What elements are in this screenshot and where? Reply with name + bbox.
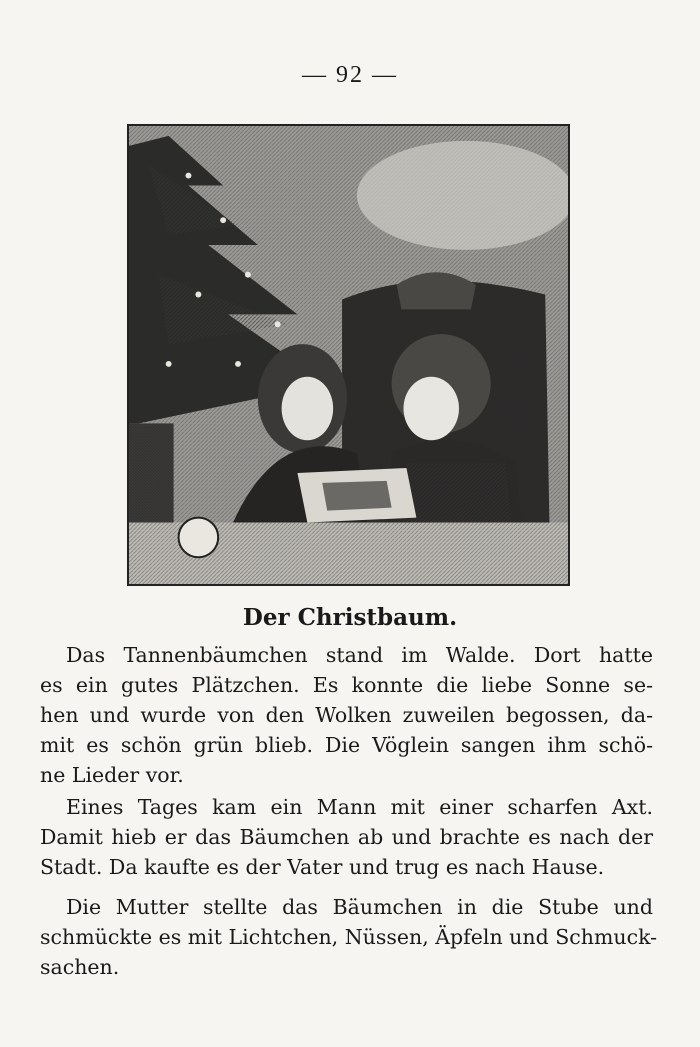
text-line: sachen.: [40, 955, 120, 979]
text-line: Stadt. Da kaufte es der Vater und trug es nach Hause.: [40, 855, 605, 879]
text-line: schmückte es mit Lichtchen, Nüssen, Äpfeln und Schmuck-: [40, 925, 658, 949]
text-line: Die Mutter stellte das Bäumchen in die Stube und: [66, 895, 653, 919]
page-number: — 92 —: [302, 62, 398, 88]
christmas-tree-illustration: [127, 124, 570, 586]
text-line: Damit hieb er das Bäumchen ab und brachte es nach der: [40, 825, 653, 849]
christmas-tree-children-engraving-icon: [129, 126, 568, 584]
text-line: Eines Tages kam ein Mann mit einer scharfen Axt.: [66, 795, 653, 819]
text-line: hen und wurde von den Wolken zuweilen begossen, da-: [40, 703, 653, 727]
paragraph-2: [40, 792, 653, 882]
caption: Der Christbaum.: [242, 604, 458, 631]
paragraph-3: [40, 892, 658, 982]
paragraph-1: [40, 640, 653, 790]
text-line: es ein gutes Plätzchen. Es konnte die liebe Sonne se-: [40, 673, 653, 697]
text-line: ne Lieder vor.: [40, 763, 184, 787]
text-line: Das Tannenbäumchen stand im Walde. Dort hatte: [66, 643, 653, 667]
text-line: mit es schön grün blieb. Die Vöglein sangen ihm schö-: [40, 733, 653, 757]
